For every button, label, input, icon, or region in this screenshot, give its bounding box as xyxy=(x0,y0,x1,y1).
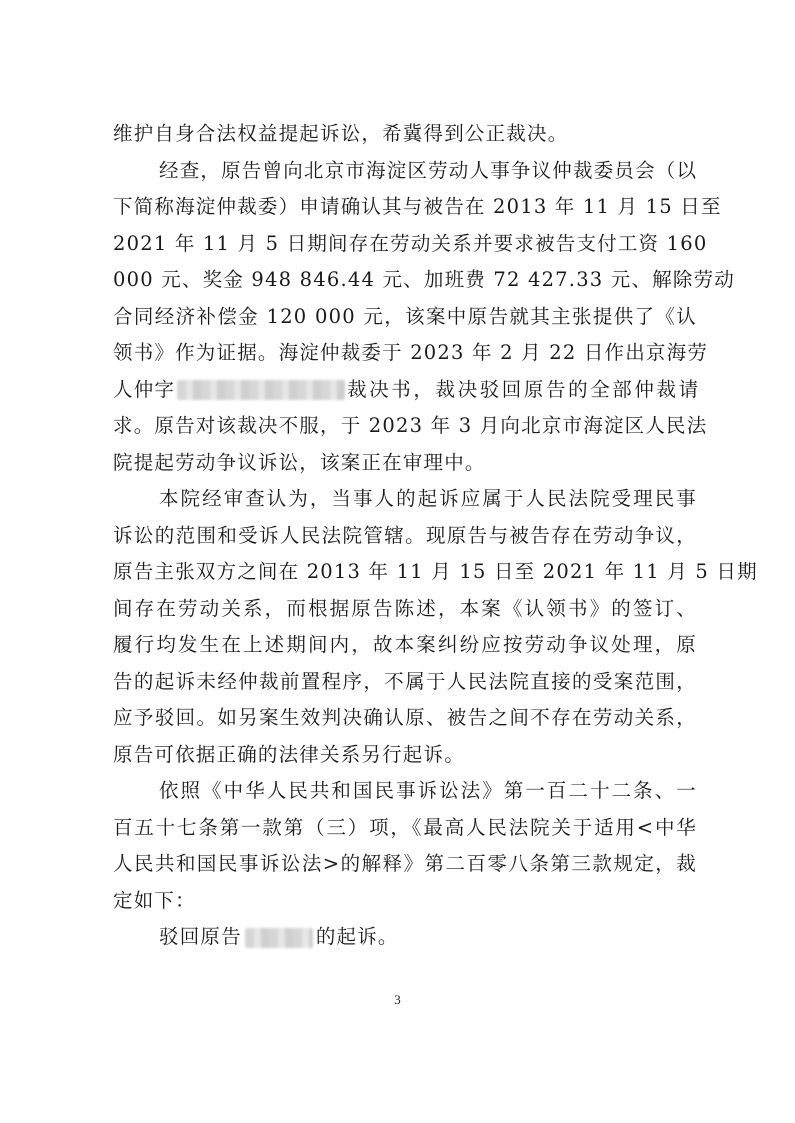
text-fragment: 人仲字 xyxy=(113,377,176,401)
text-line: 诉讼的范围和受诉人民法院管辖。现原告与被告存在劳动争议， xyxy=(113,523,697,547)
text-line: 领书》作为证据。海淀仲裁委于 2023 年 2 月 22 日作出京海劳 xyxy=(113,341,709,364)
text-fragment: 裁决书，裁决驳回原告的全部仲裁请 xyxy=(347,377,701,401)
text-line: 合同经济补偿金 120 000 元，该案中原告就其主张提供了《认 xyxy=(113,304,697,328)
text-line: 原告可依据正确的法律关系另行起诉。 xyxy=(113,742,465,766)
text-line: 百五十七条第一款第（三）项，《最高人民法院关于适用<中华 xyxy=(113,815,697,839)
redacted-case-number xyxy=(177,380,345,400)
text-line: 履行均发生在上述期间内，故本案纠纷应按劳动争议处理，原 xyxy=(113,633,697,656)
text-fragment: 驳回原告 xyxy=(159,925,242,948)
page-number: 3 xyxy=(394,992,401,1007)
redacted-plaintiff-name xyxy=(245,928,313,948)
text-line: 经查，原告曾向北京市海淀区劳动人事争议仲裁委员会（以 xyxy=(159,158,698,182)
text-line: 求。原告对该裁决不服，于 2023 年 3 月向北京市海淀区人民法 xyxy=(113,414,708,437)
text-line: 人民共和国民事诉讼法>的解释》第二百零八条第三款规定，裁 xyxy=(113,852,697,875)
text-line: 000 元、奖金 948 846.44 元、加班费 72 427.33 元、解除劳动 xyxy=(113,268,736,291)
text-line: 维护自身合法权益提起诉讼，希冀得到公正裁决。 xyxy=(113,122,569,145)
text-line: 下简称海淀仲裁委）申请确认其与被告在 2013 年 11 月 15 日至 xyxy=(113,195,722,218)
text-line: 2021 年 11 月 5 日期间存在劳动关系并要求被告支付工资 160 xyxy=(113,231,708,255)
text-line: 间存在劳动关系，而根据原告陈述，本案《认领书》的签订、 xyxy=(113,596,697,620)
text-line-with-redaction xyxy=(113,372,701,409)
text-line-with-redaction xyxy=(113,919,697,956)
text-line: 本院经审查认为，当事人的起诉应属于人民法院受理民事 xyxy=(159,487,697,510)
text-line: 应予驳回。如另案生效判决确认原、被告之间不存在劳动关系， xyxy=(113,706,697,729)
text-line: 院提起劳动争议诉讼，该案正在审理中。 xyxy=(113,450,486,474)
text-line: 原告主张双方之间在 2013 年 11 月 15 日至 2021 年 11 月 5 日期 xyxy=(113,560,758,583)
document-body xyxy=(113,116,758,956)
text-line: 定如下： xyxy=(113,888,196,912)
text-line: 依照《中华人民共和国民事诉讼法》第一百二十二条、一 xyxy=(159,779,697,802)
text-line: 告的起诉未经仲裁前置程序，不属于人民法院直接的受案范围， xyxy=(113,669,697,693)
text-fragment: 的起诉。 xyxy=(315,925,399,948)
